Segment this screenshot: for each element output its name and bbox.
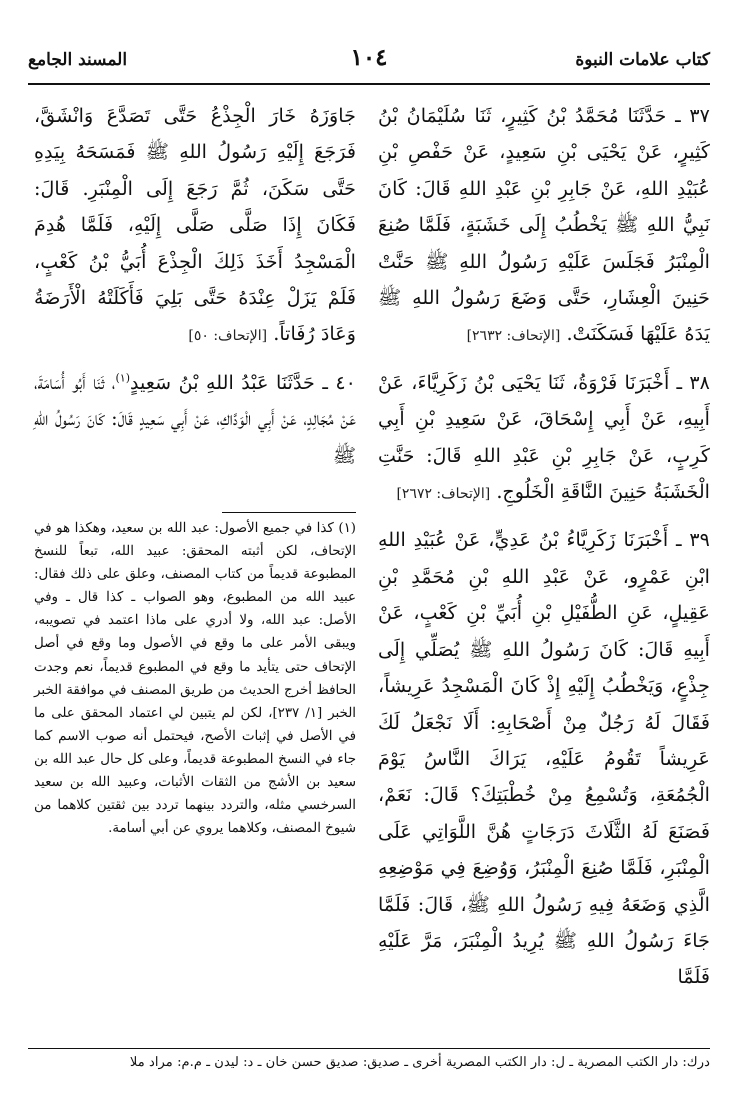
footnote-marker: (١) [115,371,130,385]
right-column [378,98,710,1006]
hadith-38 [378,365,710,513]
hadith-37-text: ٣٧ ـ حَدَّثَنَا مُحَمَّدُ بْنُ كَثِيرٍ، ثَنَا سُلَيْمَانُ بْنُ كَثِيرٍ، عَنْ يَحْيَى بْنِ سَعِيدٍ، عَنْ حَفْصِ بْنِ عُبَيْدِ اللهِ، عَنْ جَابِرِ بْنِ عَبْدِ اللهِ قَالَ: كَانَ نَبِيُّ اللهِ ﷺ يَخْطُبُ إِلَى خَشَبَةٍ، فَلَمَّا صُنِعَ الْمِنْبَرُ فَجَلَسَ عَلَيْهِ رَسُولُ اللهِ ﷺ حَنَّتْ حَنِينَ الْعِشَارِ، حَتَّى وَضَعَ رَسُولُ اللهِ ﷺ يَدَهُ عَلَيْهَا فَسَكَنَتْ. [378,104,710,346]
page-number: ١٠٤ [350,44,388,71]
footnote [34,517,356,840]
sources-divider [28,1048,710,1049]
hadith-37 [378,98,710,355]
page-header [28,44,710,84]
hadith-40-text-a: ٤٠ ـ حَدَّثَنَا عَبْدُ اللهِ بْنُ سَعِيدٍ [129,370,356,394]
hadith-39-text: ٣٩ ـ أَخْبَرَنَا زَكَرِيَّاءُ بْنُ عَدِيٍّ، عَنْ عُبَيْدِ اللهِ ابْنِ عَمْرٍو، عَنْ عَبْدِ اللهِ بْنِ مُحَمَّدِ بْنِ عَقِيلٍ، عَنِ الطُّفَيْلِ بْنِ أُبَيِّ بْنِ كَعْبٍ، عَنْ أَبِيهِ قَالَ: كَانَ رَسُولُ اللهِ ﷺ يُصَلِّي إِلَى جِذْعٍ، وَيَخْطُبُ إِلَيْهِ إِذْ كَانَ الْمَسْجِدُ عَرِيشاً، فَقَالَ لَهُ رَجُلٌ مِنْ أَصْحَابِهِ: أَلَا نَجْعَلُ لَكَ عَرِيشاً تَقُومُ عَلَيْهِ، يَرَاكَ النَّاسُ يَوْمَ الْجُمُعَةِ، وَتُسْمِعُ مِنْ خُطْبَتِكَ؟ قَالَ: نَعَمْ، فَصَنَعَ لَهُ الثَّلَاثَ دَرَجَاتٍ هُنَّ اللَّوَاتِي عَلَى الْمِنْبَرِ، فَلَمَّا صُنِعَ الْمِنْبَرُ، وَوُضِعَ فِي مَوْضِعِهِ الَّذِي وَضَعَهُ فِيهِ رَسُولُ اللهِ ﷺ، قَالَ: فَلَمَّا جَاءَ رَسُولُ اللهِ ﷺ يُرِيدُ الْمِنْبَرَ، مَرَّ عَلَيْهِ فَلَمَّا [378,528,710,989]
footnote-divider [222,512,356,513]
hadith-39-ref: [الإتحاف: ٥٠] [188,328,268,345]
hadith-39-continuation [34,98,356,355]
hadith-40 [34,365,356,474]
book-title: كتاب علامات النبوة [575,50,710,70]
hadith-39 [378,522,710,995]
collection-title: المسند الجامع [28,50,128,70]
hadith-38-ref: [الإتحاف: ٢٦٧٢] [396,486,491,503]
hadith-38-text: ٣٨ ـ أَخْبَرَنَا فَرْوَةُ، ثَنَا يَحْيَى بْنُ زَكَرِيَّاءَ، عَنْ أَبِيهِ، عَنْ أَبِي إِسْحَاقَ، عَنْ سَعِيدِ بْنِ أَبِي كَرِبٍ، عَنْ جَابِرِ بْنِ عَبْدِ اللهِ قَالَ: حَنَّتِ الْخَشَبَةُ حَنِينَ النَّاقَةِ الْخَلُوجِ. [378,370,710,504]
left-column [34,98,356,484]
footnote-text: (١) كذا في جميع الأصول: عبد الله بن سعيد، وهكذا هو في الإتحاف، لكن أثبته المحقق: عبيد الله، تبعاً للنسخ المطبوعة قديماً من كتاب المصنف، وعلق على ذلك فقال: عبيد الله من المطبوع، وهو الصواب ـ كذا قال ـ وفي الأصل: عبد الله، ولا أدري على ماذا اعتمد في تصويبه، ويبقى الأمر على ما وقع في الأصول وما وقع في أصل الإتحاف حتى يتأيد ما وقع في المطبوع قديماً، نعم وجدت الحافظ أخرج الحديث من طريق المصنف في موافقة الخبر الخبر [١/ ٢٣٧]، لكن لم يتبين لي اعتماد المحقق على ما في الأصل في إثبات الأصح، فيحتمل أنه صوب الاسم كما جاء في النسخ المطبوعة قديماً، وعلى كل حال عبد الله بن سعيد بن الأشج من الثقات الأثبات، وعبيد الله بن سعيد السرخسي مثله، والتردد بينهما تردد بين ثقتين كلاهما من شيوخ المصنف، وكلاهما يروي عن أبي أسامة. [34,521,356,837]
manuscript-sources: درك: دار الكتب المصرية ـ ل: دار الكتب المصرية أخرى ـ صديق: صديق حسن خان ـ د: ليدن ـ م.م: مراد ملا [129,1055,710,1070]
hadith-37-ref: [الإتحاف: ٢٦٣٢] [466,328,561,345]
hadith-40-text-b: ، ثَنَا أَبُو أُسَامَةَ، عَنْ مُجَالِدٍ، عَنْ أَبِي الْوَدَّاكِ، عَنْ أَبِي سَعِيدٍ قَالَ: كَانَ رَسُولُ اللهِ ﷺ [34,370,356,467]
header-divider [28,83,710,85]
hadith-39-cont-text: جَاوَزَهُ خَارَ الْجِذْعُ حَتَّى تَصَدَّعَ وَانْشَقَّ، فَرَجَعَ إِلَيْهِ رَسُولُ اللهِ ﷺ فَمَسَحَهُ بِيَدِهِ حَتَّى سَكَنَ، ثُمَّ رَجَعَ إِلَى الْمِنْبَرِ. قَالَ: فَكَانَ إِذَا صَلَّى صَلَّى إِلَيْهِ، فَلَمَّا هُدِمَ الْمَسْجِدُ أَخَذَ ذَلِكَ الْجِذْعَ أُبَيُّ بْنُ كَعْبٍ، فَلَمْ يَزَلْ عِنْدَهُ حَتَّى بَلِيَ فَأَكَلَتْهُ الْأَرَضَةُ وَعَادَ رُفَاتاً. [34,104,356,346]
